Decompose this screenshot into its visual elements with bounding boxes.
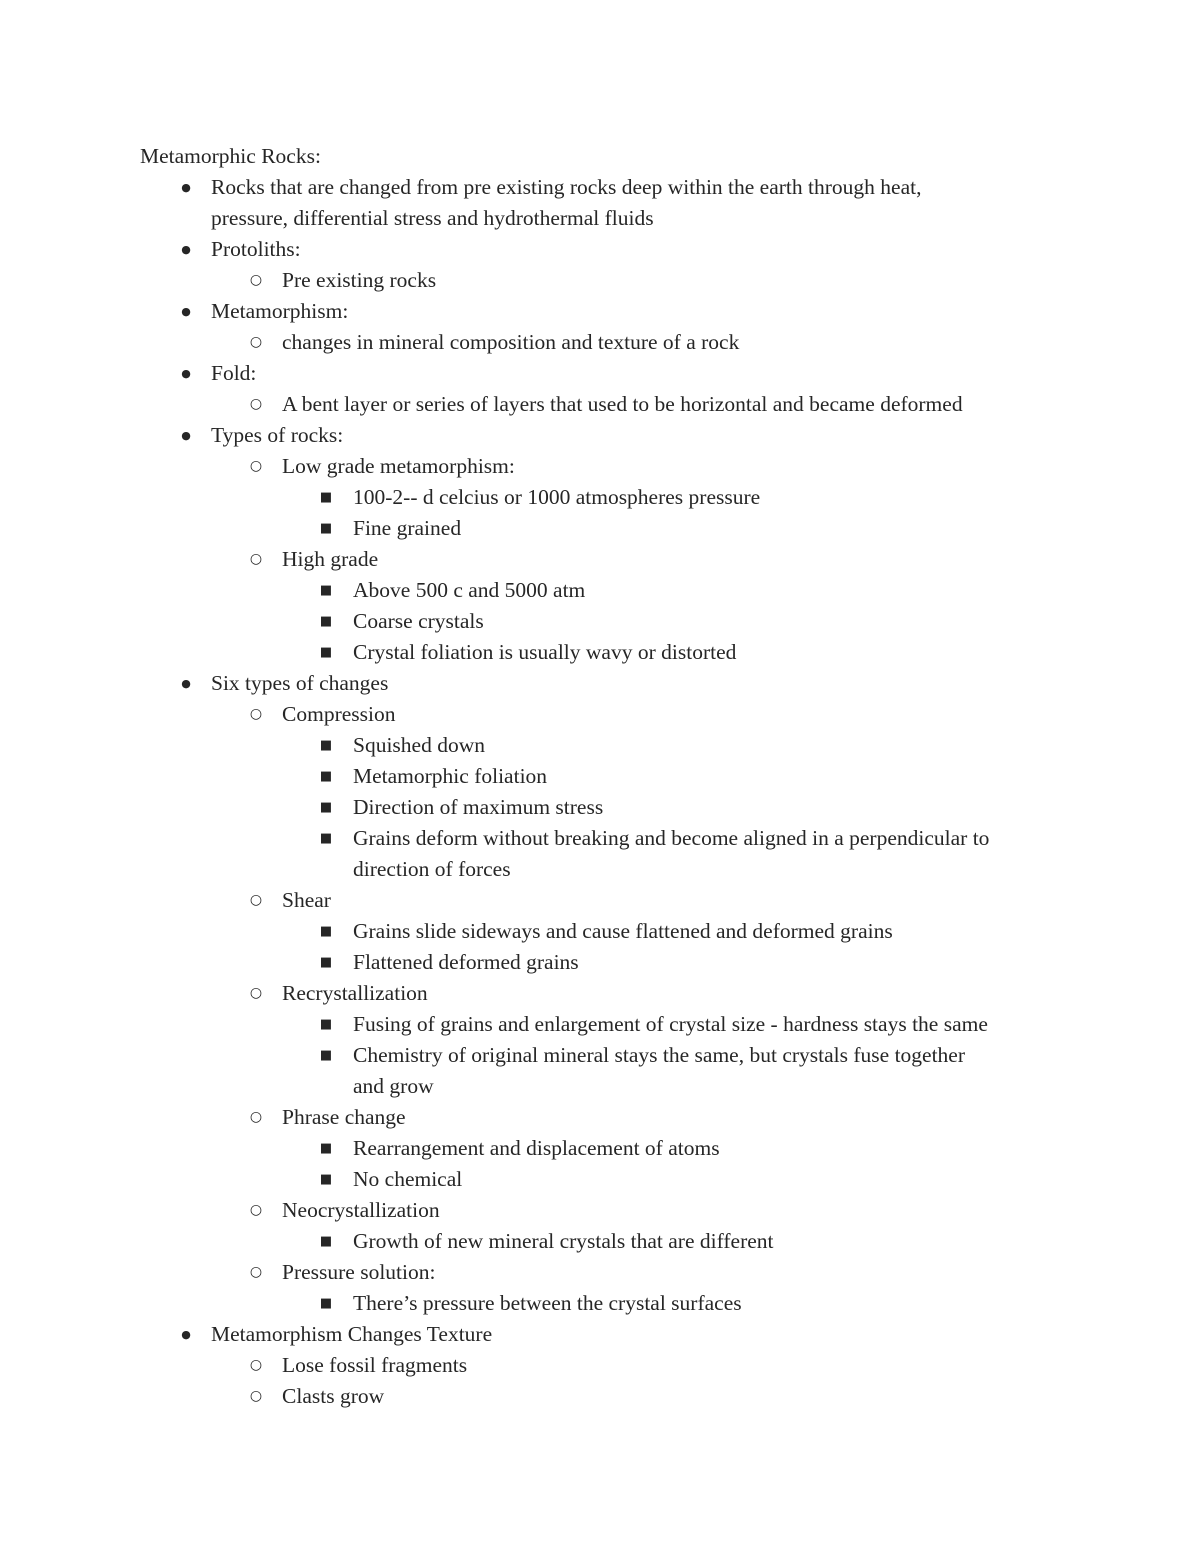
list-item-text: Rocks that are changed from pre existing rocks deep within the earth through heat,	[211, 175, 922, 199]
list-item-level-2	[0, 1257, 1200, 1288]
list-item-level-3	[0, 575, 1200, 606]
list-item-level-2	[0, 265, 1200, 296]
hollow-bullet-icon: ○	[249, 892, 263, 908]
list-item-text: Grains slide sideways and cause flattened and deformed grains	[353, 919, 893, 943]
list-item-level-3	[0, 761, 1200, 792]
square-bullet-icon: ■	[319, 1141, 333, 1156]
list-item-text: Metamorphic foliation	[353, 764, 548, 788]
filled-bullet-icon: ●	[181, 243, 191, 256]
hollow-bullet-icon: ○	[249, 272, 263, 288]
square-bullet-icon: ■	[319, 738, 333, 753]
list-item-text: Recrystallization	[282, 981, 428, 1005]
list-item-level-3	[0, 792, 1200, 823]
list-item-level-2	[0, 389, 1200, 420]
list-item-text: Fine grained	[353, 516, 462, 540]
list-item-level-3	[0, 1288, 1200, 1319]
list-item-level-3	[0, 606, 1200, 637]
hollow-bullet-icon: ○	[249, 458, 263, 474]
square-bullet-icon: ■	[319, 490, 333, 505]
list-item-text: Fusing of grains and enlargement of crystal size - hardness stays the same	[353, 1012, 988, 1036]
list-item-text: Rearrangement and displacement of atoms	[353, 1136, 720, 1160]
list-item-level-3	[0, 482, 1200, 513]
list-item-text: Chemistry of original mineral stays the same, but crystals fuse together	[353, 1043, 966, 1067]
list-item-text: Phrase change	[282, 1105, 406, 1129]
list-item-level-3	[0, 947, 1200, 978]
hollow-bullet-icon: ○	[249, 551, 263, 567]
filled-bullet-icon: ●	[181, 181, 191, 194]
list-item-level-1	[0, 358, 1200, 389]
square-bullet-icon: ■	[319, 769, 333, 784]
list-item-text: Low grade metamorphism:	[282, 454, 515, 478]
list-item-text: Pre existing rocks	[282, 268, 437, 292]
list-item-level-3	[0, 1040, 1200, 1102]
list-item-text: Clasts grow	[282, 1384, 385, 1408]
square-bullet-icon: ■	[319, 521, 333, 536]
list-item-text: Metamorphism Changes Texture	[211, 1322, 493, 1346]
list-item-text: Compression	[282, 702, 396, 726]
list-item-level-3	[0, 513, 1200, 544]
square-bullet-icon: ■	[319, 645, 333, 660]
hollow-bullet-icon: ○	[249, 1109, 263, 1125]
list-item-text: Neocrystallization	[282, 1198, 440, 1222]
list-item-text: Growth of new mineral crystals that are different	[353, 1229, 774, 1253]
list-item-text: 100-2-- d celcius or 1000 atmospheres pressure	[353, 485, 761, 509]
square-bullet-icon: ■	[319, 1017, 333, 1032]
square-bullet-icon: ■	[319, 955, 333, 970]
document-body	[0, 141, 1200, 1412]
hollow-bullet-icon: ○	[249, 1202, 263, 1218]
filled-bullet-icon: ●	[181, 429, 191, 442]
square-bullet-icon: ■	[319, 924, 333, 939]
list-item-level-2	[0, 1381, 1200, 1412]
hollow-bullet-icon: ○	[249, 985, 263, 1001]
hollow-bullet-icon: ○	[249, 1388, 263, 1404]
hollow-bullet-icon: ○	[249, 1264, 263, 1280]
filled-bullet-icon: ●	[181, 367, 191, 380]
list-item-level-2	[0, 885, 1200, 916]
list-item-text: and grow	[353, 1074, 434, 1098]
list-item-level-3	[0, 730, 1200, 761]
list-item-level-3	[0, 1226, 1200, 1257]
hollow-bullet-icon: ○	[249, 1357, 263, 1373]
list-item-level-3	[0, 916, 1200, 947]
list-item-level-2	[0, 1102, 1200, 1133]
square-bullet-icon: ■	[319, 1296, 333, 1311]
square-bullet-icon: ■	[319, 1048, 333, 1063]
square-bullet-icon: ■	[319, 583, 333, 598]
list-item-text: Shear	[282, 888, 331, 912]
square-bullet-icon: ■	[319, 800, 333, 815]
hollow-bullet-icon: ○	[249, 706, 263, 722]
square-bullet-icon: ■	[319, 831, 333, 846]
bullet-outline	[0, 172, 1200, 1412]
list-item-level-3	[0, 823, 1200, 885]
list-item-text: There’s pressure between the crystal surfaces	[353, 1291, 742, 1315]
list-item-level-1	[0, 172, 1200, 234]
list-item-level-2	[0, 1195, 1200, 1226]
square-bullet-icon: ■	[319, 1234, 333, 1249]
list-item-level-3	[0, 1009, 1200, 1040]
list-item-text: Types of rocks:	[211, 423, 344, 447]
document-title: Metamorphic Rocks:	[140, 144, 321, 168]
list-item-text: direction of forces	[353, 857, 511, 881]
list-item-level-3	[0, 1164, 1200, 1195]
list-item-text: Pressure solution:	[282, 1260, 436, 1284]
list-item-text: Protoliths:	[211, 237, 301, 261]
list-item-text: Flattened deformed grains	[353, 950, 579, 974]
list-item-level-1	[0, 420, 1200, 451]
list-item-level-2	[0, 544, 1200, 575]
filled-bullet-icon: ●	[181, 677, 191, 690]
list-item-text: Squished down	[353, 733, 485, 757]
list-item-level-1	[0, 234, 1200, 265]
list-item-text: No chemical	[353, 1167, 463, 1191]
list-item-text: Direction of maximum stress	[353, 795, 604, 819]
list-item-level-1	[0, 668, 1200, 699]
list-item-text: Six types of changes	[211, 671, 389, 695]
filled-bullet-icon: ●	[181, 1328, 191, 1341]
list-item-text: pressure, differential stress and hydrothermal fluids	[211, 206, 654, 230]
list-item-text: A bent layer or series of layers that used to be horizontal and became deformed	[282, 392, 963, 416]
list-item-level-2	[0, 978, 1200, 1009]
list-item-text: changes in mineral composition and texture of a rock	[282, 330, 740, 354]
list-item-level-2	[0, 1350, 1200, 1381]
list-item-text: Crystal foliation is usually wavy or distorted	[353, 640, 737, 664]
list-item-level-2	[0, 451, 1200, 482]
hollow-bullet-icon: ○	[249, 334, 263, 350]
filled-bullet-icon: ●	[181, 305, 191, 318]
hollow-bullet-icon: ○	[249, 396, 263, 412]
list-item-text: Grains deform without breaking and become aligned in a perpendicular to	[353, 826, 990, 850]
list-item-level-3	[0, 637, 1200, 668]
list-item-level-2	[0, 699, 1200, 730]
list-item-level-1	[0, 1319, 1200, 1350]
list-item-text: Above 500 c and 5000 atm	[353, 578, 586, 602]
square-bullet-icon: ■	[319, 614, 333, 629]
list-item-text: Lose fossil fragments	[282, 1353, 468, 1377]
list-item-text: Fold:	[211, 361, 257, 385]
square-bullet-icon: ■	[319, 1172, 333, 1187]
list-item-text: High grade	[282, 547, 379, 571]
list-item-level-2	[0, 327, 1200, 358]
list-item-text: Metamorphism:	[211, 299, 349, 323]
list-item-level-3	[0, 1133, 1200, 1164]
list-item-level-1	[0, 296, 1200, 327]
list-item-text: Coarse crystals	[353, 609, 484, 633]
